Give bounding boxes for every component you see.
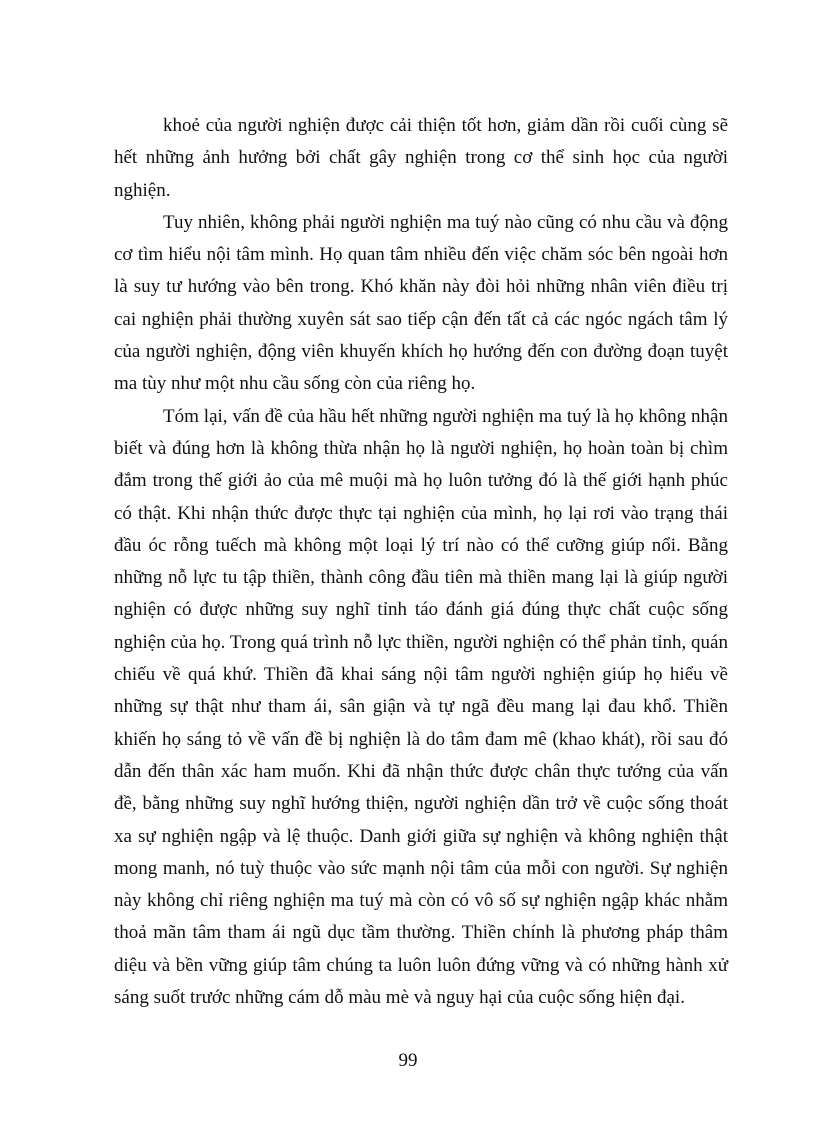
text-line: những sự thật như tham ái, sân giận và tự ngã đều mang lại đau khổ. Thiền (114, 696, 728, 718)
text-line: của người nghiện, động viên khuyến khích họ hướng đến con đường đoạn tuyệt (114, 341, 728, 363)
text-line: cai nghiện phải thường xuyên sát sao tiếp cận đến tất cả các ngóc ngách tâm lý (114, 308, 728, 330)
text-line: dẫn đến thân xác ham muốn. Khi đã nhận thức được chân thực tướng của vấn (114, 760, 728, 782)
text-line: những nỗ lực tu tập thiền, thành công đầu tiên mà thiền mang lại là giúp người (114, 567, 728, 589)
text-line: diệu và bền vững giúp tâm chúng ta luôn luôn đứng vững và có những hành xử (114, 954, 728, 976)
text-line: này không chỉ riêng nghiện ma tuý mà còn có vô số sự nghiện ngập khác nhằm (114, 890, 728, 912)
text-line: xa sự nghiện ngập và lệ thuộc. Danh giới giữa sự nghiện và không nghiện thật (114, 825, 728, 847)
paragraph (114, 110, 728, 207)
text-line: biết và đúng hơn là không thừa nhận họ là người nghiện, họ hoàn toàn bị chìm (114, 437, 728, 459)
text-line: mong manh, nó tuỳ thuộc vào sức mạnh nội tâm của mỗi con người. Sự nghiện (114, 857, 728, 879)
text-line: nghiện. (114, 179, 171, 201)
text-line: ma tùy như một nhu cầu sống còn của riêng họ. (114, 373, 476, 395)
text-line: khoẻ của người nghiện được cải thiện tốt hơn, giảm dần rồi cuối cùng sẽ (163, 115, 728, 136)
text-line: chiếu về quá khứ. Thiền đã khai sáng nội tâm người nghiện giúp họ hiểu về (114, 664, 728, 686)
text-line: đề, bằng những suy nghĩ hướng thiện, người nghiện dần trở về cuộc sống thoát (114, 793, 728, 815)
text-line: đầu óc rỗng tuếch mà không một loại lý trí nào có thể cưỡng giúp nổi. Bằng (114, 534, 728, 556)
text-line: Tuy nhiên, không phải người nghiện ma tuý nào cũng có nhu cầu và động (163, 211, 728, 233)
body-text (114, 110, 728, 1014)
text-line: khiến họ sáng tỏ về vấn đề bị nghiện là do tâm đam mê (khao khát), rồi sau đó (114, 728, 728, 750)
paragraph (114, 207, 728, 401)
text-line: thoả mãn tâm tham ái ngũ dục tầm thường. Thiền chính là phương pháp thâm (114, 922, 728, 944)
text-line: có thật. Khi nhận thức được thực tại nghiện của mình, họ lại rơi vào trạng thái (114, 502, 728, 524)
text-line: nghiện của họ. Trong quá trình nỗ lực thiền, người nghiện có thể phản tỉnh, quán (114, 631, 728, 653)
text-line: nghiện có được những suy nghĩ tỉnh táo đánh giá đúng thực chất cuộc sống (114, 599, 728, 621)
page-number: 99 (398, 1050, 418, 1071)
paragraph (114, 401, 728, 1015)
text-line: là suy tư hướng vào bên trong. Khó khăn này đòi hỏi những nhân viên điều trị (114, 276, 728, 298)
text-line: sáng suốt trước những cám dỗ màu mè và nguy hại của cuộc sống hiện đại. (114, 987, 685, 1009)
text-line: Tóm lại, vấn đề của hầu hết những người nghiện ma tuý là họ không nhận (163, 405, 728, 427)
text-line: đắm trong thế giới ảo của mê muội mà họ luôn tưởng đó là thế giới hạnh phúc (114, 470, 728, 492)
text-line: cơ tìm hiểu nội tâm mình. Họ quan tâm nhiều đến việc chăm sóc bên ngoài hơn (114, 244, 728, 266)
text-line: hết những ảnh hưởng bởi chất gây nghiện trong cơ thể sinh học của người (114, 147, 728, 169)
